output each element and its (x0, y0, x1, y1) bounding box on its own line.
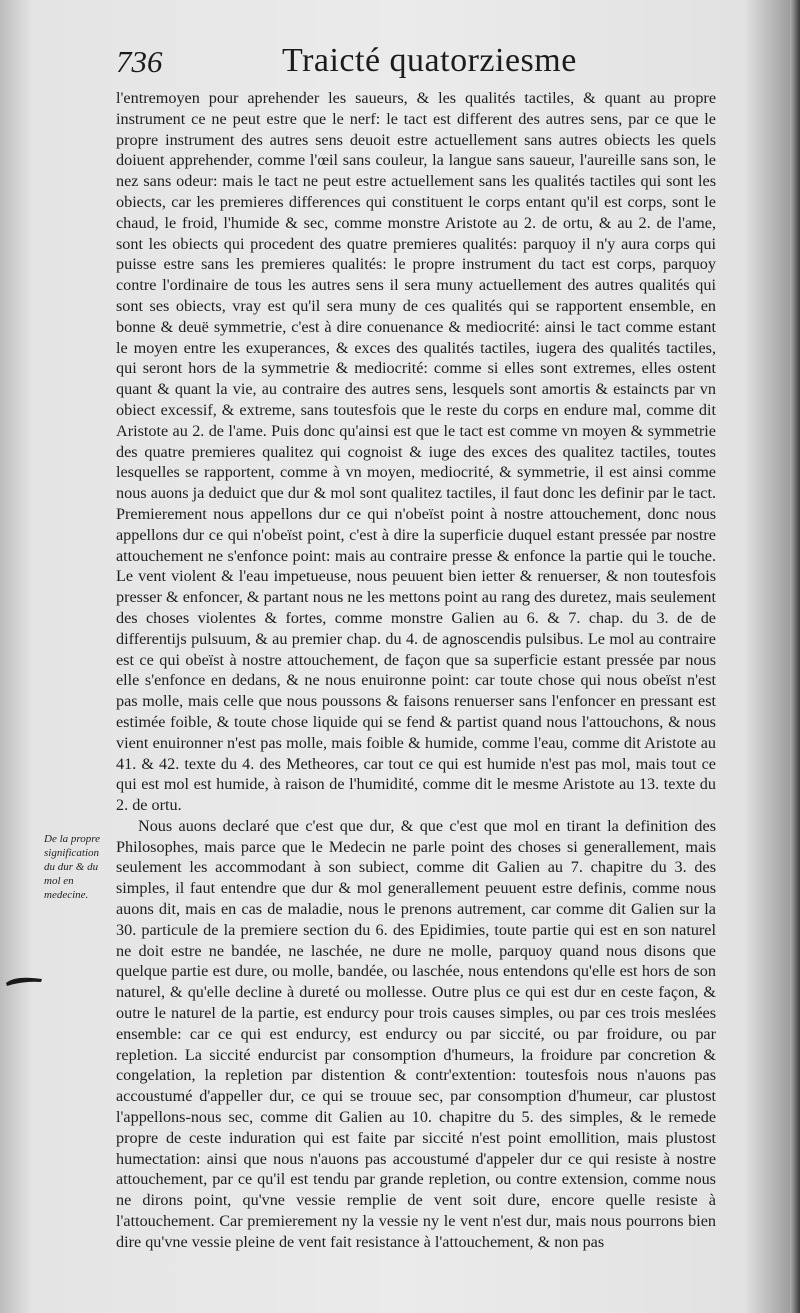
page-edge-shadow (790, 0, 800, 1313)
paragraph: l'entremoyen pour aprehender les saueurs, & les qualités tactiles, & quant au propre instrument ce ne peut estre que le nerf: le tact est different des autres sens, par ce que le propre instrument des autres sens deuoit estre actuellement sans autres obiects les quels doiuent apprehender, comme l'œil sans couleur, la langue sans saueur, l'aureille sans son, le nez sans odeur: mais le tact ne peut estre actuellement sans les qualités tactiles qui sont les obiects, car les premieres differences qui constituent le corps entant qu'il est corps, sont le chaud, le froid, l'humide & sec, comme monstre Aristote au 2. de ortu, & au 2. de l'ame, sont les obiects qui procedent des quatre premieres qualités: parquoy il n'y aura corps qui puisse estre sans les premieres qualités: le propre instrument du tact est corps, parquoy contre l'ordinaire de tous les autres sens il sera muny actuellement des autres qualités qui sont ses obiects, vray est qu'il sera muny de ces qualités qui se rapportent ensemble, en bonne & deuë symmetrie, c'est à dire conuenance & mediocrité: ainsi le tact comme estant le moyen entre les exuperances, & exces des qualités tactiles, iugera des qualités tactiles, qui seront hors de la symmetrie & mediocrité: comme si elles sont extremes, elles ostent quant & quant la vie, au contraire des autres sens, lesquels sont amortis & estaincts par vn obiect excessif, & extreme, sans toutesfois que le reste du corps en endure mal, comme dit Aristote au 2. de l'ame. Puis donc qu'ainsi est que le tact est comme vn moyen & symmetrie des quatre premieres qualitez qui cognoist & iuge des exces des qualitez tactiles, toutes lesquelles se rapportent, comme à vn moyen, mediocrité, & symmetrie, il est ainsi comme nous auons ja deduict que dur & mol sont qualitez tactiles, il faut donc les definir par le tact. Premierement nous appellons dur ce qui n'obeïst point à nostre attouchement, donc nous appellons dur ce qui n'obeïst point, c'est à dire la superficie duquel estant pressée par nostre attouchement ne s'enfonce point: mais au contraire presse & enfonce la partie qui le touche. Le vent violent & l'eau impetueuse, nous peuuent bien ietter & renuerser, & non toutesfois presser & enfoncer, & partant nous ne les mettons point au rang des duretez, mais seulement des choses violentes & fortes, comme monstre Galien au 6. & 7. chap. du 3. de de differentijs pulsuum, & au premier chap. du 4. de agnoscendis pulsibus. Le mol au contraire est ce qui obeïst à nostre attouchement, de façon que sa superficie estant pressée par nous elle s'enfonce en dedans, & ne nous enuironne point: car toute chose qui nous obeïst n'est pas molle, mais celle que nous poussons & faisons renuerser sans l'enfoncer en pressant est estimée foible, & toute chose liquide qui se fend & partist quand nous l'attouchons, & nous vient enuironner n'est pas molle, mais foible & humide, comme l'eau, comme dit Aristote au 41. & 42. texte du 4. des Metheores, car tout ce qui est humide n'est pas mol, mais tout ce qui est mol est humide, à raison de l'humidité, comme dit le mesme Aristote au 13. texte du 2. de ortu. (116, 89, 716, 815)
ink-blot-mark (4, 975, 44, 987)
body-text (116, 88, 716, 1253)
page-header (116, 42, 716, 86)
running-title: Traicté quatorziesme (282, 42, 577, 79)
paragraph: Nous auons declaré que c'est que dur, & que c'est que mol en tirant la definition des Philosophes, mais parce que le Medecin ne parle point des choses si generallement, mais seulement les accommodant à son subiect, comme dit Galien au 7. chapitre du 3. des simples, il faut entendre que dur & mol generallement peuuent estre definis, comme nous auons dit, mais en cas de maladie, nous le prenons autrement, car comme dit Galien sur la 30. particule de la premiere section du 6. des Epidimies, toute partie qui est en son naturel ne doit estre ne bandée, ne laschée, ne dure ne molle, parquoy quand nous disons que quelque partie est dure, ou molle, bandée, ou laschée, nous entendons qu'elle est hors de son naturel, & qu'elle decline à dureté ou mollesse. Outre plus ce qui est dur en ceste façon, & outre le naturel de la partie, est endurcy pour trois causes simples, ou par ces trois meslées ensemble: car ce qui est endurcy, est endurcy ou par siccité, ou par froidure, ou par repletion. La siccité endurcist par consomption d'humeurs, la froidure par concretion & congelation, la repletion par distention & contr'extention: toutesfois nous n'auons pas accoustumé d'appeller dur, ce qui se trouue sec, par consomption d'humeur, car plustost l'appellons-nous sec, comme dit Galien au 10. chapitre du 5. des simples, & le remede propre de ceste induration qui est faite par siccité n'est point emollition, mais plustost humectation: ainsi que nous n'auons pas accoustumé d'appeler dur ce qui resiste à nostre attouchement, par ce qu'il est tendu par grande repletion, ou contre extension, comme nous ne dirons point, qu'vne vessie remplie de vent soit dure, encore quelle resiste à l'attouchement. Car premierement ny la vessie ny le vent n'est dur, mais nous pourrons bien dire qu'vne vessie pleine de vent fait resistance à l'attouchement, & non pas (116, 816, 716, 1251)
margin-note: De la propre signification du dur & du mol en medecine. (44, 833, 101, 901)
page-number: 736 (116, 44, 163, 79)
